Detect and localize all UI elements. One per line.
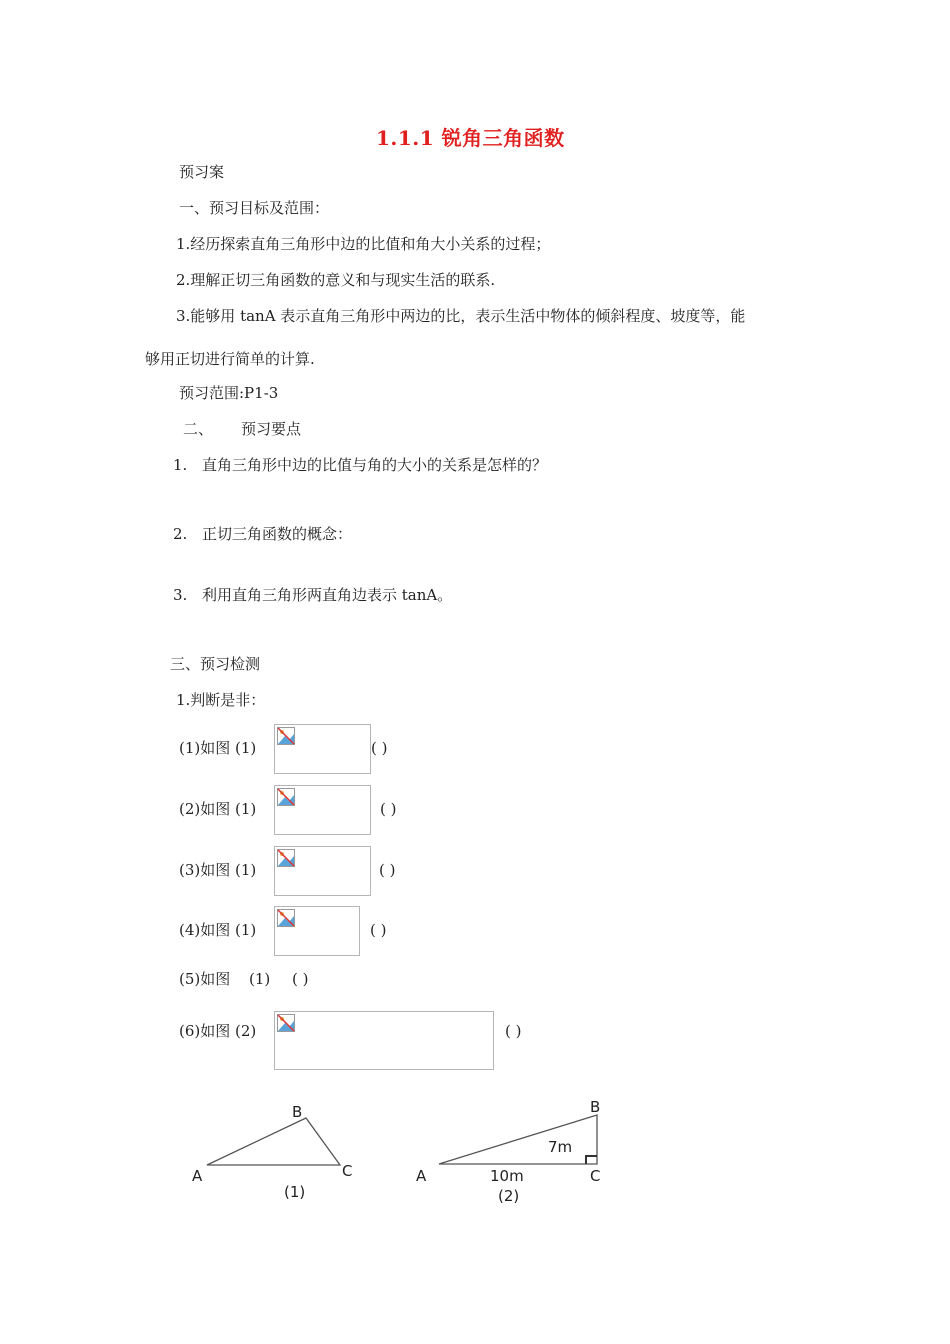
broken-image-2 xyxy=(274,785,371,835)
goal-3-line1: 3.能够用 tanA 表示直角三角形中两边的比，表示生活中物体的倾斜程度、坡度等，能 xyxy=(176,307,746,325)
broken-image-icon xyxy=(277,788,295,806)
question-1: 1.判断是非： xyxy=(176,691,266,709)
page-title: 1.1.1 锐角三角函数 xyxy=(376,126,565,150)
triangle-1-shape xyxy=(207,1118,340,1165)
judge-item-2-label: (2)如图 (1) xyxy=(179,800,257,818)
part3-heading: 三、预习检测 xyxy=(170,655,261,673)
judge-item-3-label: (3)如图 (1) xyxy=(179,861,257,879)
triangle-2-vertex-a: A xyxy=(416,1167,427,1185)
triangle-2-vertex-c: C xyxy=(590,1167,601,1185)
triangle-figure-1 xyxy=(180,1095,380,1210)
broken-image-3 xyxy=(274,846,371,896)
goal-3-line2: 够用正切进行简单的计算. xyxy=(145,350,315,368)
point-1-text: 直角三角形中边的比值与角的大小的关系是怎样的？ xyxy=(202,456,548,474)
goal-1: 1.经历探索直角三角形中边的比值和角大小关系的过程； xyxy=(176,235,551,253)
triangle-2-side-bc-label: 7m xyxy=(548,1138,573,1156)
broken-image-icon xyxy=(277,849,295,867)
judge-item-1-label: (1)如图 (1) xyxy=(179,739,257,757)
broken-image-1 xyxy=(274,724,371,774)
judge-item-3-answer-bracket[interactable]: ( ) xyxy=(379,861,396,879)
section-header: 预习案 xyxy=(179,163,225,181)
broken-image-icon xyxy=(277,727,295,745)
triangle-1-vertex-c: C xyxy=(342,1162,353,1180)
triangle-2-side-ac-label: 10m xyxy=(490,1167,524,1185)
goal-2: 2.理解正切三角函数的意义和与现实生活的联系. xyxy=(176,271,496,289)
judge-item-5-label: (5)如图 xyxy=(179,970,231,988)
judge-item-1-answer-bracket[interactable]: ( ) xyxy=(371,739,388,757)
point-2-text: 正切三角函数的概念： xyxy=(202,525,353,543)
part2-heading-text: 预习要点 xyxy=(241,420,302,438)
broken-image-4 xyxy=(274,906,360,956)
triangle-1-caption: (1) xyxy=(284,1183,306,1201)
triangle-1-vertex-b: B xyxy=(292,1103,303,1121)
preview-range: 预习范围:P1-3 xyxy=(179,384,279,402)
triangle-1-vertex-a: A xyxy=(192,1167,203,1185)
triangle-2-caption: (2) xyxy=(498,1187,520,1205)
judge-item-4-label: (4)如图 (1) xyxy=(179,921,257,939)
triangle-figure-2 xyxy=(405,1090,625,1215)
judge-item-6-label: (6)如图 (2) xyxy=(179,1022,257,1040)
broken-image-icon xyxy=(277,909,295,927)
triangle-2-shape xyxy=(439,1115,597,1164)
judge-item-5-answer-bracket[interactable]: ( ) xyxy=(292,970,309,988)
broken-image-icon xyxy=(277,1014,295,1032)
judge-item-6-answer-bracket[interactable]: ( ) xyxy=(505,1022,522,1040)
triangle-2-vertex-b: B xyxy=(590,1098,601,1116)
point-3-number: 3. xyxy=(173,586,188,604)
judge-item-2-answer-bracket[interactable]: ( ) xyxy=(380,800,397,818)
broken-image-6 xyxy=(274,1011,494,1070)
point-3-text: 利用直角三角形两直角边表示 tanA。 xyxy=(202,586,453,604)
judge-item-5-figure-ref: (1) xyxy=(249,970,271,988)
judge-item-4-answer-bracket[interactable]: ( ) xyxy=(370,921,387,939)
right-angle-mark xyxy=(586,1156,597,1164)
point-2-number: 2. xyxy=(173,525,188,543)
point-1-number: 1. xyxy=(173,456,188,474)
part2-heading-number: 二、 xyxy=(183,420,214,438)
part1-heading: 一、预习目标及范围： xyxy=(179,199,330,217)
